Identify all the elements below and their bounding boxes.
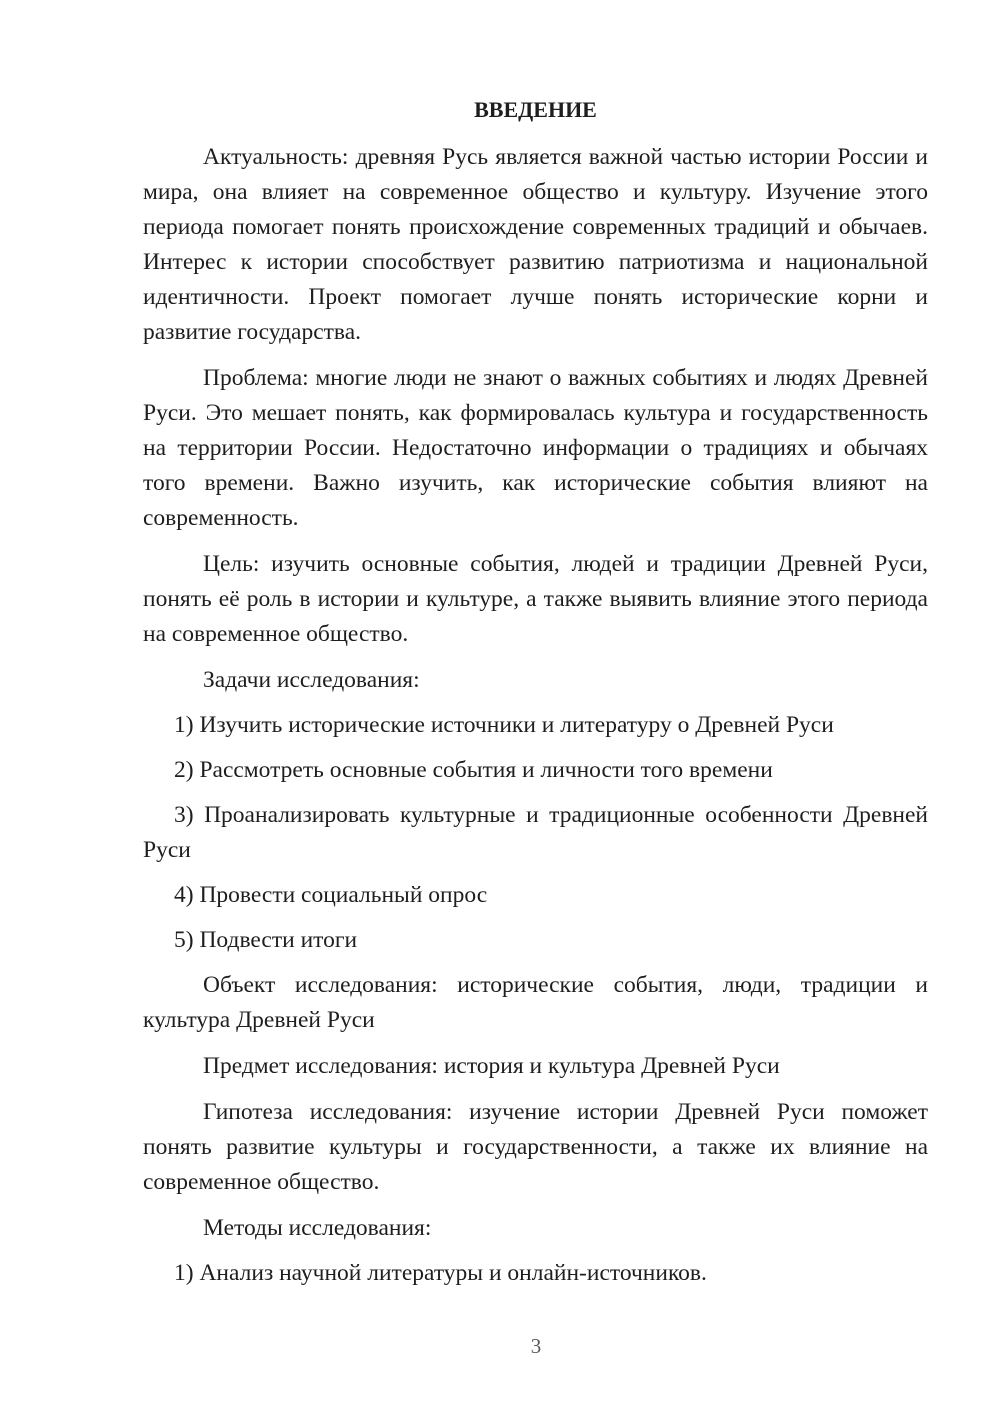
section-title: ВВЕДЕНИЕ [474,97,597,122]
goal-paragraph: Цель: изучить основные события, людей и традиции Древней Руси, понять её роль в истории и культуре, а также выявить влияние этого периода на современное общество. [143,551,928,647]
method-item-1: 1) Анализ научной литературы и онлайн-источников. [174,1260,707,1286]
task-item-3: 3) Проанализировать культурные и традиционные особенности Древней Руси [143,802,928,863]
document-body [143,92,928,1301]
relevance-paragraph: Актуальность: древняя Русь является важной частью истории России и мира, она влияет на современное общество и культуру. Изучение этого периода помогает понять происхождение современных традиций и обычаев. Интерес к истории способствует развитию патриотизма и национальной идентичности. Проект помогает лучше понять исторические корни и развитие государства. [143,144,928,345]
hypothesis-paragraph: Гипотеза исследования: изучение истории Древней Руси поможет понять развитие культуры и государственности, а также их влияние на современное общество. [143,1099,928,1195]
task-item-2: 2) Рассмотреть основные события и личности того времени [174,757,773,783]
task-item-1: 1) Изучить исторические источники и литературу о Древней Руси [174,712,834,738]
task-item-5: 5) Подвести итоги [174,927,358,953]
page-number: 3 [530,1334,542,1358]
object-paragraph: Объект исследования: исторические события, люди, традиции и культура Древней Руси [143,972,928,1033]
task-item-4: 4) Провести социальный опрос [174,882,488,908]
tasks-heading: Задачи исследования: [203,667,420,693]
subject-paragraph: Предмет исследования: история и культура Древней Руси [203,1053,780,1079]
methods-heading: Методы исследования: [203,1215,432,1241]
problem-paragraph: Проблема: многие люди не знают о важных событиях и людях Древней Руси. Это мешает понять, как формировалась культура и государственность на территории России. Недостаточно информации о традициях и обычаях того времени. Важно изучить, как исторические события влияют на современность. [143,365,928,531]
